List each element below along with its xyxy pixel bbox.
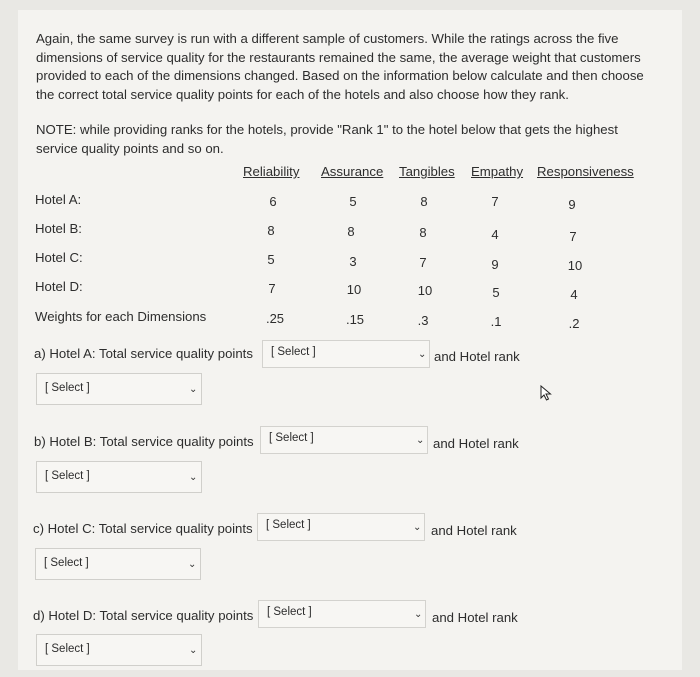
cell-c-empathy: 9	[491, 257, 499, 272]
chevron-down-icon: ⌄	[189, 472, 198, 483]
hotel-a-points-select[interactable]	[262, 340, 430, 368]
row-label-hotel-b: Hotel B:	[35, 221, 82, 236]
question-d-rank-text: and Hotel rank	[432, 610, 518, 625]
cell-b-tangibles: 8	[419, 225, 427, 240]
header-reliability: Reliability	[243, 164, 300, 179]
hotel-c-points-select-value: [ Select ]	[266, 519, 311, 531]
question-b-text: b) Hotel B: Total service quality points	[34, 434, 254, 449]
row-label-weights: Weights for each Dimensions	[35, 309, 207, 324]
cell-b-assurance: 8	[347, 224, 355, 239]
row-label-hotel-d: Hotel D:	[35, 279, 83, 294]
chevron-down-icon: ⌄	[189, 384, 198, 395]
cell-c-tangibles: 7	[419, 255, 427, 270]
weight-empathy: .1	[490, 314, 502, 329]
header-responsiveness: Responsiveness	[537, 164, 634, 179]
weight-reliability: .25	[265, 311, 285, 326]
cell-d-tangibles: 10	[417, 283, 433, 298]
hotel-d-rank-select-value: [ Select ]	[45, 643, 90, 655]
header-empathy: Empathy	[471, 164, 524, 179]
question-d-text: d) Hotel D: Total service quality points	[33, 608, 254, 623]
question-a-rank-text: and Hotel rank	[434, 349, 520, 364]
hotel-b-points-select-value: [ Select ]	[269, 432, 314, 444]
hotel-b-rank-select[interactable]	[36, 461, 202, 493]
hotel-d-points-select[interactable]	[258, 600, 426, 628]
cell-c-responsiveness: 10	[567, 258, 583, 273]
row-label-hotel-c: Hotel C:	[35, 250, 83, 265]
header-assurance: Assurance	[321, 164, 384, 179]
question-c-text: c) Hotel C: Total service quality points	[33, 521, 253, 536]
hotel-b-rank-select-value: [ Select ]	[45, 470, 90, 482]
hotel-a-rank-select[interactable]	[36, 373, 202, 405]
cell-c-reliability: 5	[267, 252, 275, 267]
chevron-down-icon: ⌄	[414, 609, 423, 620]
chevron-down-icon: ⌄	[189, 645, 198, 656]
cell-a-assurance: 5	[349, 194, 357, 209]
cell-b-empathy: 4	[491, 227, 499, 242]
cell-a-tangibles: 8	[420, 194, 428, 209]
row-label-hotel-a: Hotel A:	[35, 192, 82, 207]
weight-responsiveness: .2	[568, 316, 580, 331]
hotel-c-rank-select-value: [ Select ]	[44, 557, 89, 569]
cell-d-responsiveness: 4	[570, 287, 578, 302]
hotel-d-points-select-value: [ Select ]	[267, 606, 312, 618]
note-text: NOTE: while providing ranks for the hotels, provide "Rank 1" to the hotel below that gets the highest service quality points and so on.	[36, 122, 618, 156]
hotel-c-points-select[interactable]	[257, 513, 425, 541]
cell-b-reliability: 8	[267, 223, 275, 238]
cell-d-assurance: 10	[346, 282, 362, 297]
chevron-down-icon: ⌄	[413, 522, 422, 533]
hotel-b-points-select[interactable]	[260, 426, 428, 454]
intro-text: Again, the same survey is run with a different sample of customers. While the ratings across the five dimensions of service quality for the restaurants remained the same, the average weight that customers provided to each of the dimensions changed. Based on the information below calculate and then choose the correct total service quality points for each of the hotels and also choose how they rank.	[36, 31, 644, 102]
question-c-rank-text: and Hotel rank	[431, 523, 517, 538]
question-b-rank-text: and Hotel rank	[433, 436, 519, 451]
weight-tangibles: .3	[417, 313, 429, 328]
chevron-down-icon: ⌄	[416, 435, 425, 446]
cell-a-empathy: 7	[491, 194, 499, 209]
cell-b-responsiveness: 7	[569, 229, 577, 244]
cell-c-assurance: 3	[349, 254, 357, 269]
hotel-d-rank-select[interactable]	[36, 634, 202, 666]
hotel-a-points-select-value: [ Select ]	[271, 346, 316, 358]
weight-assurance: .15	[345, 312, 365, 327]
mouse-pointer-icon	[540, 385, 552, 401]
cell-a-reliability: 6	[269, 194, 277, 209]
cell-d-reliability: 7	[268, 281, 276, 296]
hotel-a-rank-select-value: [ Select ]	[45, 382, 90, 394]
chevron-down-icon: ⌄	[418, 349, 427, 360]
question-a-text: a) Hotel A: Total service quality points	[34, 346, 253, 361]
header-tangibles: Tangibles	[399, 164, 455, 179]
cell-a-responsiveness: 9	[568, 197, 576, 212]
hotel-c-rank-select[interactable]	[35, 548, 201, 580]
cell-d-empathy: 5	[492, 285, 500, 300]
chevron-down-icon: ⌄	[188, 559, 197, 570]
